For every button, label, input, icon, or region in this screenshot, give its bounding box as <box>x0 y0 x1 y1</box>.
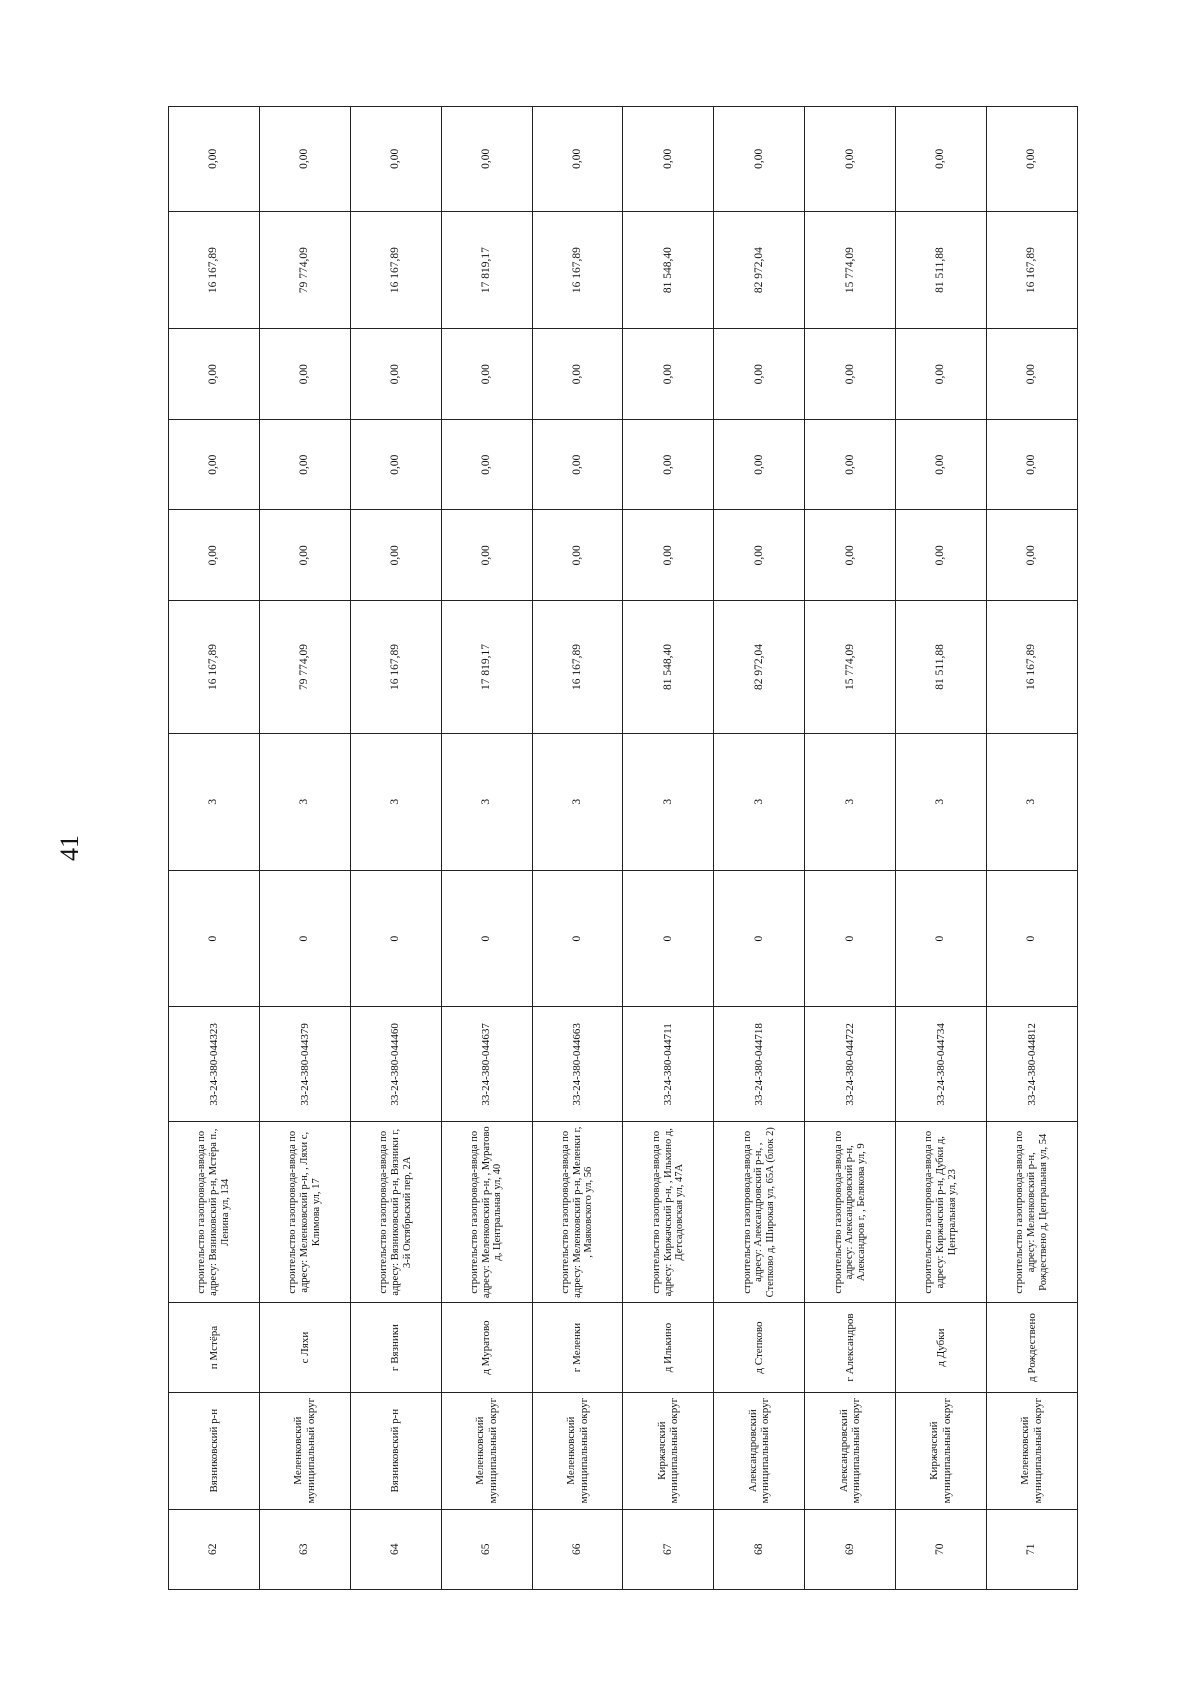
district-cell: Меленковский муниципальный округ <box>532 1392 623 1509</box>
amount-cell-11: 0,00 <box>987 329 1078 420</box>
table-row <box>805 107 896 1590</box>
row-number-cell: 67 <box>623 1509 714 1589</box>
amount-cell-13: 0,00 <box>169 107 260 212</box>
description-cell: строительство газопровода-ввода по адресу: Киржачский р-н, Дубки д, Центральная ул, 23 <box>896 1122 987 1303</box>
table-row <box>169 107 260 1590</box>
object-code-cell: 33-24-380-044460 <box>350 1007 441 1122</box>
row-number-cell: 64 <box>350 1509 441 1589</box>
description-cell: строительство газопровода-ввода по адресу: Меленковский р-н, Рождествено д, Центральная ул, 54 <box>987 1122 1078 1303</box>
value-cell-7: 3 <box>623 733 714 870</box>
row-number-cell: 65 <box>441 1509 532 1589</box>
district-cell: Вязниковский р-н <box>169 1392 260 1509</box>
amount-cell-13: 0,00 <box>441 107 532 212</box>
amount-cell-10: 0,00 <box>169 419 260 510</box>
amount-cell-9: 0,00 <box>896 510 987 601</box>
description-cell: строительство газопровода-ввода по адресу: Александровский р-н, , Степково д, Широкая ул, 65А (блок 2) <box>714 1122 805 1303</box>
table-container <box>168 106 1078 1590</box>
amount-cell-12: 16 167,89 <box>532 211 623 329</box>
amount-cell-12: 81 511,88 <box>896 211 987 329</box>
amount-cell-9: 0,00 <box>714 510 805 601</box>
table-row <box>350 107 441 1590</box>
locality-cell: д Рождествено <box>987 1303 1078 1393</box>
amount-cell-10: 0,00 <box>714 419 805 510</box>
amount-cell-9: 0,00 <box>259 510 350 601</box>
value-cell-7: 3 <box>259 733 350 870</box>
amount-cell-11: 0,00 <box>714 329 805 420</box>
object-code-cell: 33-24-380-044663 <box>532 1007 623 1122</box>
locality-cell: г Вязники <box>350 1303 441 1393</box>
amount-cell-13: 0,00 <box>532 107 623 212</box>
amount-cell-12: 82 972,04 <box>714 211 805 329</box>
district-cell: Меленковский муниципальный округ <box>987 1392 1078 1509</box>
amount-cell-8: 17 819,17 <box>441 601 532 734</box>
amount-cell-13: 0,00 <box>623 107 714 212</box>
amount-cell-13: 0,00 <box>350 107 441 212</box>
district-cell: Меленковский муниципальный округ <box>259 1392 350 1509</box>
amount-cell-12: 17 819,17 <box>441 211 532 329</box>
table-row <box>441 107 532 1590</box>
value-cell-7: 3 <box>350 733 441 870</box>
amount-cell-8: 16 167,89 <box>987 601 1078 734</box>
rotated-table-frame <box>168 106 1078 1590</box>
amount-cell-12: 79 774,09 <box>259 211 350 329</box>
amount-cell-10: 0,00 <box>259 419 350 510</box>
amount-cell-10: 0,00 <box>532 419 623 510</box>
district-cell: Александровский муниципальный округ <box>805 1392 896 1509</box>
object-code-cell: 33-24-380-044812 <box>987 1007 1078 1122</box>
district-cell: Киржачский муниципальный округ <box>623 1392 714 1509</box>
value-cell-7: 3 <box>441 733 532 870</box>
value-cell-6: 0 <box>714 870 805 1007</box>
locality-cell: д Степково <box>714 1303 805 1393</box>
row-number-cell: 68 <box>714 1509 805 1589</box>
amount-cell-8: 81 548,40 <box>623 601 714 734</box>
data-table <box>168 106 1078 1590</box>
value-cell-7: 3 <box>987 733 1078 870</box>
object-code-cell: 33-24-380-044718 <box>714 1007 805 1122</box>
row-number-cell: 71 <box>987 1509 1078 1589</box>
locality-cell: д Илькино <box>623 1303 714 1393</box>
amount-cell-11: 0,00 <box>623 329 714 420</box>
amount-cell-10: 0,00 <box>350 419 441 510</box>
table-row <box>987 107 1078 1590</box>
value-cell-7: 3 <box>896 733 987 870</box>
amount-cell-13: 0,00 <box>896 107 987 212</box>
page-number: 41 <box>55 835 84 861</box>
description-cell: строительство газопровода-ввода по адресу: Меленковский р-н, , Ляхи с, Климова ул, 17 <box>259 1122 350 1303</box>
table-row <box>714 107 805 1590</box>
amount-cell-9: 0,00 <box>169 510 260 601</box>
value-cell-6: 0 <box>623 870 714 1007</box>
amount-cell-11: 0,00 <box>169 329 260 420</box>
object-code-cell: 33-24-380-044379 <box>259 1007 350 1122</box>
amount-cell-9: 0,00 <box>987 510 1078 601</box>
amount-cell-11: 0,00 <box>532 329 623 420</box>
amount-cell-13: 0,00 <box>714 107 805 212</box>
value-cell-6: 0 <box>441 870 532 1007</box>
amount-cell-10: 0,00 <box>623 419 714 510</box>
value-cell-7: 3 <box>805 733 896 870</box>
description-cell: строительство газопровода-ввода по адресу: Александровский р-н, Александров г, , Белякова ул, 9 <box>805 1122 896 1303</box>
amount-cell-9: 0,00 <box>350 510 441 601</box>
value-cell-7: 3 <box>714 733 805 870</box>
amount-cell-11: 0,00 <box>805 329 896 420</box>
locality-cell: д Муратово <box>441 1303 532 1393</box>
amount-cell-12: 16 167,89 <box>987 211 1078 329</box>
amount-cell-9: 0,00 <box>623 510 714 601</box>
object-code-cell: 33-24-380-044637 <box>441 1007 532 1122</box>
amount-cell-9: 0,00 <box>805 510 896 601</box>
description-cell: строительство газопровода-ввода по адресу: Киржачский р-н, , Илькино д, Детсадовская ул, 47А <box>623 1122 714 1303</box>
amount-cell-11: 0,00 <box>350 329 441 420</box>
value-cell-6: 0 <box>805 870 896 1007</box>
row-number-cell: 70 <box>896 1509 987 1589</box>
value-cell-7: 3 <box>532 733 623 870</box>
amount-cell-12: 15 774,09 <box>805 211 896 329</box>
amount-cell-11: 0,00 <box>259 329 350 420</box>
amount-cell-13: 0,00 <box>805 107 896 212</box>
amount-cell-10: 0,00 <box>987 419 1078 510</box>
district-cell: Вязниковский р-н <box>350 1392 441 1509</box>
table-body <box>169 107 1078 1590</box>
table-row <box>896 107 987 1590</box>
value-cell-6: 0 <box>259 870 350 1007</box>
value-cell-6: 0 <box>532 870 623 1007</box>
description-cell: строительство газопровода-ввода по адресу: Вязниковский р-н, Мстёра п., Ленина ул, 134 <box>169 1122 260 1303</box>
row-number-cell: 62 <box>169 1509 260 1589</box>
object-code-cell: 33-24-380-044722 <box>805 1007 896 1122</box>
object-code-cell: 33-24-380-044734 <box>896 1007 987 1122</box>
value-cell-7: 3 <box>169 733 260 870</box>
district-cell: Киржачский муниципальный округ <box>896 1392 987 1509</box>
amount-cell-8: 81 511,88 <box>896 601 987 734</box>
object-code-cell: 33-24-380-044323 <box>169 1007 260 1122</box>
amount-cell-10: 0,00 <box>441 419 532 510</box>
amount-cell-8: 82 972,04 <box>714 601 805 734</box>
table-row <box>623 107 714 1590</box>
value-cell-6: 0 <box>987 870 1078 1007</box>
district-cell: Меленковский муниципальный округ <box>441 1392 532 1509</box>
locality-cell: г Меленки <box>532 1303 623 1393</box>
row-number-cell: 66 <box>532 1509 623 1589</box>
amount-cell-8: 16 167,89 <box>532 601 623 734</box>
locality-cell: г Александров <box>805 1303 896 1393</box>
row-number-cell: 69 <box>805 1509 896 1589</box>
amount-cell-12: 16 167,89 <box>350 211 441 329</box>
amount-cell-8: 79 774,09 <box>259 601 350 734</box>
amount-cell-9: 0,00 <box>441 510 532 601</box>
table-row <box>532 107 623 1590</box>
value-cell-6: 0 <box>169 870 260 1007</box>
value-cell-6: 0 <box>350 870 441 1007</box>
amount-cell-8: 16 167,89 <box>350 601 441 734</box>
amount-cell-11: 0,00 <box>896 329 987 420</box>
amount-cell-9: 0,00 <box>532 510 623 601</box>
locality-cell: д Дубки <box>896 1303 987 1393</box>
amount-cell-13: 0,00 <box>987 107 1078 212</box>
amount-cell-10: 0,00 <box>805 419 896 510</box>
amount-cell-10: 0,00 <box>896 419 987 510</box>
locality-cell: п Мстёра <box>169 1303 260 1393</box>
table-row <box>259 107 350 1590</box>
amount-cell-13: 0,00 <box>259 107 350 212</box>
description-cell: строительство газопровода-ввода по адресу: Меленковский р-н, , Муратово д, Центральная ул, 40 <box>441 1122 532 1303</box>
amount-cell-8: 15 774,09 <box>805 601 896 734</box>
district-cell: Александровский муниципальный округ <box>714 1392 805 1509</box>
description-cell: строительство газопровода-ввода по адресу: Вязниковский р-н, Вязники г, 3-й Октябрьский пер, 2А <box>350 1122 441 1303</box>
locality-cell: с Ляхи <box>259 1303 350 1393</box>
amount-cell-12: 16 167,89 <box>169 211 260 329</box>
amount-cell-11: 0,00 <box>441 329 532 420</box>
object-code-cell: 33-24-380-044711 <box>623 1007 714 1122</box>
value-cell-6: 0 <box>896 870 987 1007</box>
amount-cell-8: 16 167,89 <box>169 601 260 734</box>
description-cell: строительство газопровода-ввода по адресу: Меленковский р-н, Меленки г, , Маяковского ул, 56 <box>532 1122 623 1303</box>
row-number-cell: 63 <box>259 1509 350 1589</box>
amount-cell-12: 81 548,40 <box>623 211 714 329</box>
